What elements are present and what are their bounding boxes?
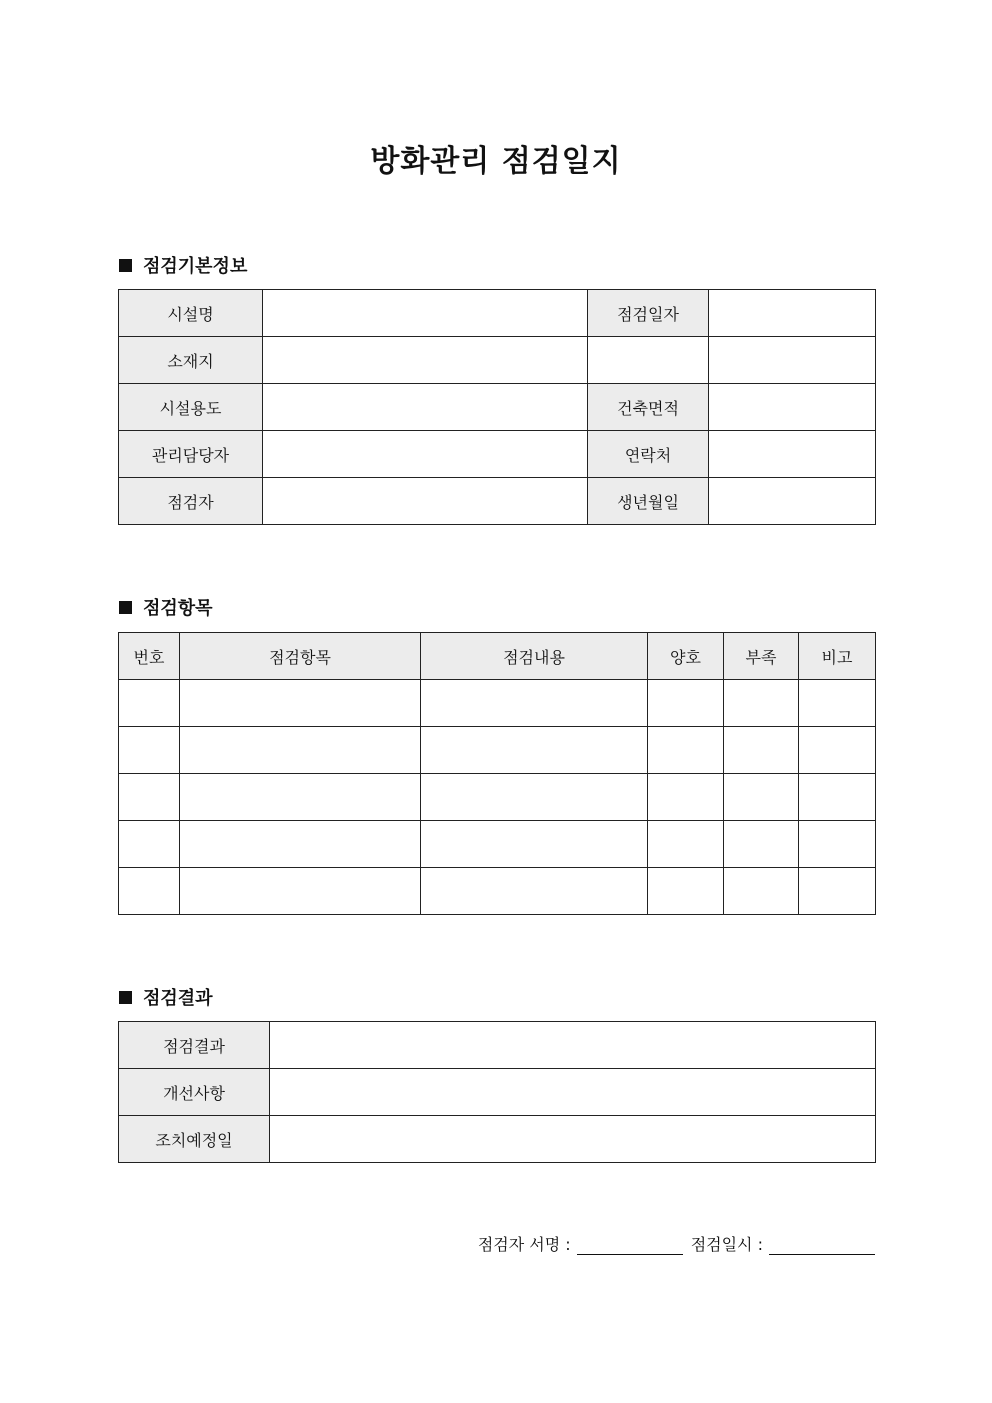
field-label: 연락처: [588, 431, 709, 478]
field-value-cell[interactable]: [263, 478, 588, 525]
basic-info-row: [119, 431, 876, 478]
inspection-items-table: [118, 632, 876, 915]
table-cell[interactable]: [119, 868, 180, 915]
table-cell[interactable]: [648, 821, 724, 868]
table-cell[interactable]: [180, 868, 421, 915]
signature-line: [478, 1232, 875, 1255]
result-row: [119, 1022, 876, 1069]
section-title: 점검항목: [143, 598, 213, 619]
table-row: [119, 821, 876, 868]
field-value-cell[interactable]: [263, 337, 588, 384]
field-value-cell[interactable]: [263, 431, 588, 478]
table-cell[interactable]: [119, 680, 180, 727]
field-label: 시설용도: [119, 384, 263, 431]
table-cell[interactable]: [724, 680, 799, 727]
table-cell[interactable]: [648, 774, 724, 821]
table-row: [119, 868, 876, 915]
table-cell[interactable]: [648, 727, 724, 774]
table-cell[interactable]: [724, 727, 799, 774]
column-header: 점검내용: [421, 633, 648, 680]
field-label: 생년월일: [588, 478, 709, 525]
column-header: 양호: [648, 633, 724, 680]
field-value-cell[interactable]: [709, 290, 876, 337]
field-label: 관리담당자: [119, 431, 263, 478]
table-cell[interactable]: [799, 868, 876, 915]
field-value-cell[interactable]: [270, 1116, 876, 1163]
signer-signature-field[interactable]: [577, 1234, 683, 1255]
table-cell[interactable]: [180, 774, 421, 821]
table-row: [119, 680, 876, 727]
square-bullet-icon: [119, 259, 132, 272]
signer-label: 점검자 서명 :: [477, 1235, 571, 1254]
field-value-cell[interactable]: [709, 478, 876, 525]
section-heading-basic-info: [119, 253, 247, 277]
table-cell[interactable]: [799, 774, 876, 821]
table-cell[interactable]: [421, 727, 648, 774]
field-value-cell[interactable]: [270, 1022, 876, 1069]
section-title: 점검결과: [143, 988, 213, 1009]
table-cell[interactable]: [648, 680, 724, 727]
field-value-cell[interactable]: [270, 1069, 876, 1116]
table-cell[interactable]: [421, 868, 648, 915]
basic-info-row: [119, 290, 876, 337]
table-cell[interactable]: [799, 680, 876, 727]
column-header: 번호: [119, 633, 180, 680]
field-label: [588, 337, 709, 384]
square-bullet-icon: [119, 601, 132, 614]
field-label: 점검자: [119, 478, 263, 525]
table-cell[interactable]: [724, 821, 799, 868]
column-header: 부족: [724, 633, 799, 680]
field-label: 시설명: [119, 290, 263, 337]
basic-info-row: [119, 337, 876, 384]
field-value-cell[interactable]: [709, 431, 876, 478]
table-cell[interactable]: [799, 727, 876, 774]
field-value-cell[interactable]: [263, 290, 588, 337]
table-cell[interactable]: [180, 821, 421, 868]
section-heading-result: [119, 985, 213, 1009]
field-label: 점검일자: [588, 290, 709, 337]
result-row: [119, 1116, 876, 1163]
table-cell[interactable]: [724, 868, 799, 915]
table-cell[interactable]: [119, 821, 180, 868]
column-header: 비고: [799, 633, 876, 680]
square-bullet-icon: [119, 991, 132, 1004]
basic-info-row: [119, 478, 876, 525]
table-cell[interactable]: [648, 868, 724, 915]
section-title: 점검기본정보: [143, 256, 248, 277]
table-cell[interactable]: [180, 680, 421, 727]
basic-info-table: [118, 289, 876, 525]
table-cell[interactable]: [421, 680, 648, 727]
field-label: 점검결과: [119, 1022, 270, 1069]
field-label: 건축면적: [588, 384, 709, 431]
field-label: 소재지: [119, 337, 263, 384]
table-row: [119, 727, 876, 774]
table-cell[interactable]: [799, 821, 876, 868]
table-cell[interactable]: [180, 727, 421, 774]
field-label: 조치예정일: [119, 1116, 270, 1163]
field-label: 개선사항: [119, 1069, 270, 1116]
basic-info-row: [119, 384, 876, 431]
field-value-cell[interactable]: [709, 384, 876, 431]
table-cell[interactable]: [724, 774, 799, 821]
result-table: [118, 1021, 876, 1163]
page-title: 방화관리 점검일지: [370, 144, 622, 179]
table-cell[interactable]: [421, 774, 648, 821]
result-row: [119, 1069, 876, 1116]
inspection-datetime-label: 점검일시 :: [690, 1235, 763, 1254]
table-row: [119, 774, 876, 821]
inspection-datetime-field[interactable]: [769, 1234, 875, 1255]
table-cell[interactable]: [119, 727, 180, 774]
field-value-cell[interactable]: [709, 337, 876, 384]
table-cell[interactable]: [119, 774, 180, 821]
field-value-cell[interactable]: [263, 384, 588, 431]
section-heading-items: [119, 595, 213, 619]
table-cell[interactable]: [421, 821, 648, 868]
column-header: 점검항목: [180, 633, 421, 680]
